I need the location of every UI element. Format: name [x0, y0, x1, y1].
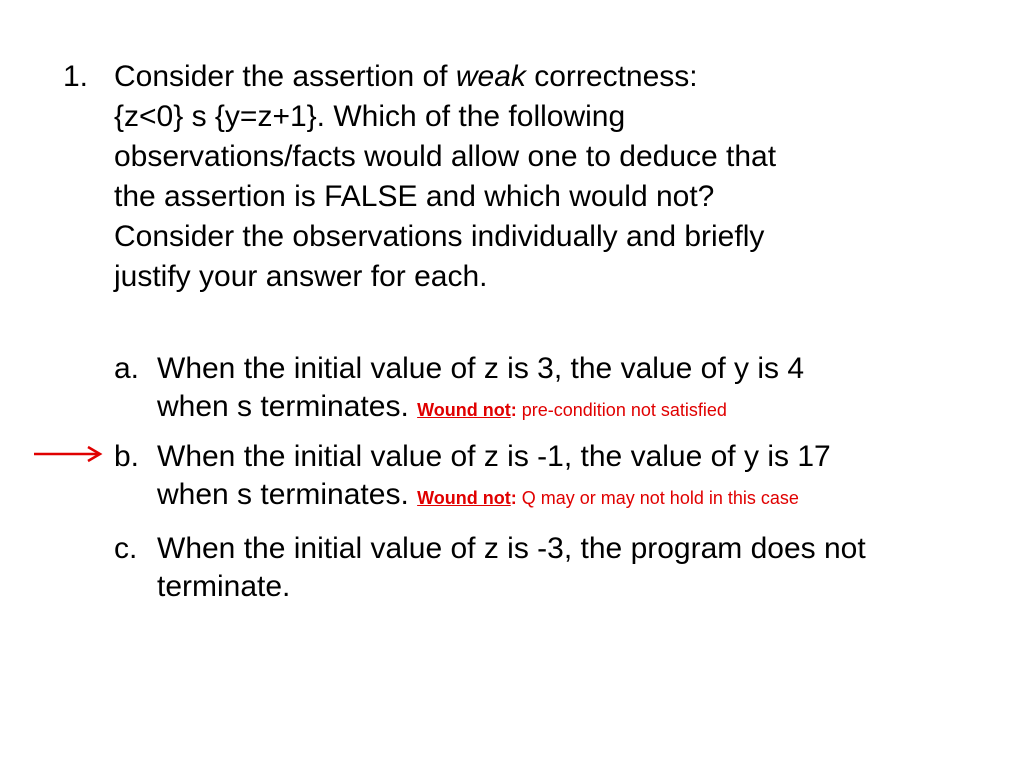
- item-text: [157, 350, 1017, 429]
- item-line-1: When the initial value of z is 3, the value of y is 4: [157, 352, 805, 385]
- question-line-5: Consider the observations individually and briefly: [114, 220, 765, 253]
- emphasis-weak: weak: [455, 60, 526, 93]
- item-line-2-text: when s terminates.: [157, 390, 418, 423]
- annotation-colon: :: [510, 400, 517, 420]
- question-line-6: justify your answer for each.: [114, 260, 488, 293]
- item-line-2: [157, 388, 1017, 429]
- question-line-2: {z<0} s {y=z+1}. Which of the following: [114, 100, 626, 133]
- annotation-text: pre-condition not satisfied: [516, 400, 727, 420]
- item-line-1: When the initial value of z is -1, the value of y is 17: [157, 440, 831, 473]
- question-line-1: [114, 57, 994, 97]
- annotation-label: Wound not: [417, 488, 511, 508]
- item-letter: b.: [114, 440, 140, 473]
- item-text: [157, 530, 1017, 606]
- question-number: 1.: [63, 60, 89, 93]
- question-line-1-end: correctness:: [525, 60, 698, 93]
- item-letter: a.: [114, 352, 140, 385]
- item-line-2-text: when s terminates.: [157, 478, 418, 511]
- question-text: [114, 57, 994, 297]
- right-arrow-icon: [32, 444, 104, 464]
- item-text: [157, 438, 1017, 517]
- item-line-2: [157, 476, 1017, 517]
- annotation-colon: :: [510, 488, 517, 508]
- question-line-4: the assertion is FALSE and which would not?: [114, 180, 715, 213]
- annotation-label: Wound not: [417, 400, 511, 420]
- question-line-3: observations/facts would allow one to deduce that: [114, 140, 777, 173]
- item-line-2: terminate.: [157, 570, 291, 603]
- annotation-text: Q may or may not hold in this case: [516, 488, 799, 508]
- question-line-1-start: Consider the assertion of: [114, 60, 456, 93]
- item-letter: c.: [114, 532, 138, 565]
- item-line-1: When the initial value of z is -3, the program does not: [157, 532, 866, 565]
